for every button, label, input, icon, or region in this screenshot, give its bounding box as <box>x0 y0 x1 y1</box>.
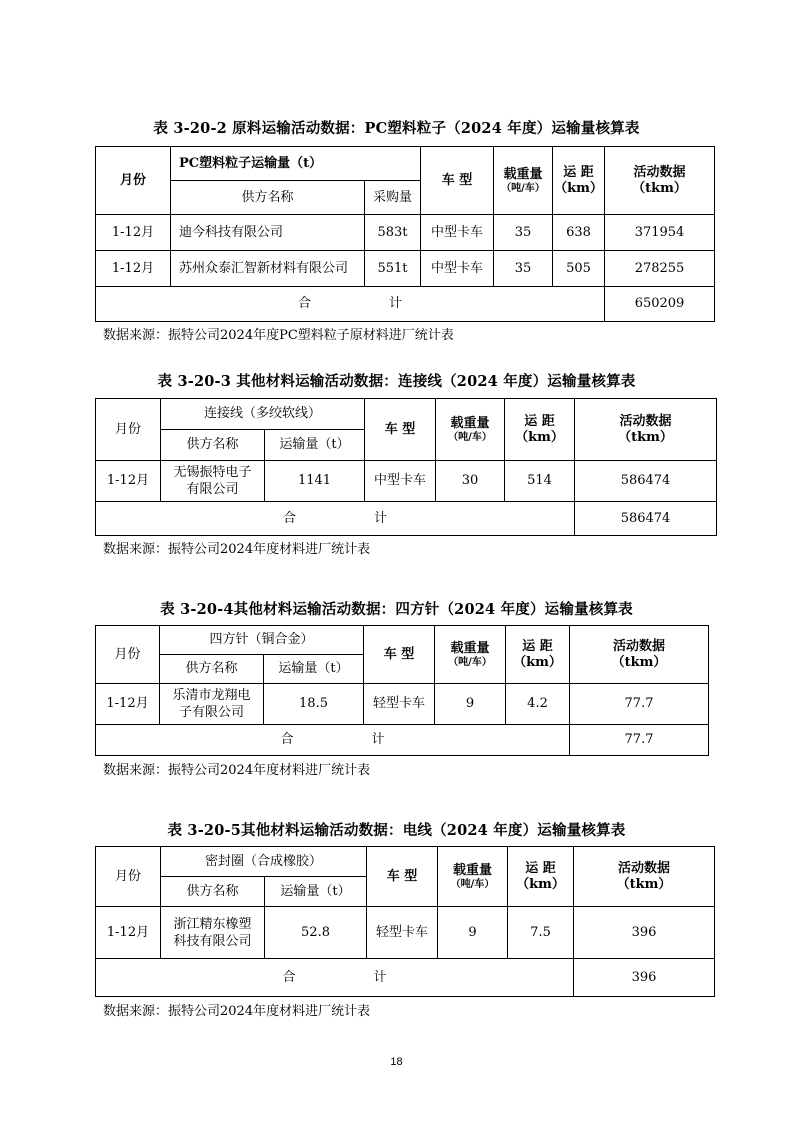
header-distance-unit: （km） <box>554 180 603 196</box>
cell-supplier-line1: 无锡振特电子 <box>173 465 252 480</box>
header-distance-unit: （km） <box>516 876 565 892</box>
header-activity-unit: （tkm） <box>632 180 687 196</box>
data-source-note: 数据来源：振特公司2024年度材料进厂统计表 <box>103 1004 371 1019</box>
cell-load: 35 <box>494 215 553 251</box>
data-source-note: 数据来源：振特公司2024年度PC塑料粒子原材料进厂统计表 <box>103 328 454 343</box>
header-load-unit: （吨/车） <box>450 878 495 890</box>
cell-vehicle: 轻型卡车 <box>364 684 435 725</box>
header-supplier: 供方名称 <box>160 655 264 684</box>
cell-distance: 4.2 <box>506 684 570 725</box>
cell-supplier-line1: 浙江精东橡塑 <box>173 916 252 932</box>
cell-vehicle: 中型卡车 <box>421 215 494 251</box>
table-caption-square-pin: 表 3-20-4其他材料运输活动数据：四方针（2024 年度）运输量核算表 <box>160 601 633 618</box>
cell-month: 1-12月 <box>96 251 171 287</box>
cell-purchase: 583t <box>365 215 421 251</box>
cell-supplier-line2: 科技有限公司 <box>173 933 252 949</box>
cell-activity: 278255 <box>605 251 715 287</box>
header-connector-group: 连接线（多绞软线） <box>161 399 365 430</box>
cell-distance: 505 <box>553 251 605 287</box>
header-supplier: 供方名称 <box>171 181 365 215</box>
header-activity-unit: （tkm） <box>611 654 667 670</box>
table-row <box>96 215 715 251</box>
data-source-note: 数据来源：振特公司2024年度材料进厂统计表 <box>103 763 371 778</box>
cell-supplier-line2: 有限公司 <box>186 482 239 497</box>
cell-load: 9 <box>438 907 508 959</box>
header-activity-label: 活动数据 <box>633 164 686 180</box>
header-activity-label: 活动数据 <box>618 860 671 876</box>
header-distance-label: 运 距 <box>524 413 555 429</box>
header-quantity: 运输量（t） <box>264 655 364 684</box>
header-distance-label: 运 距 <box>525 860 556 876</box>
cell-distance: 7.5 <box>508 907 574 959</box>
cell-vehicle: 中型卡车 <box>421 251 494 287</box>
header-load-label: 载重量 <box>503 166 543 182</box>
header-distance <box>505 399 575 461</box>
header-load-unit: （吨/车） <box>501 182 545 194</box>
cell-month: 1-12月 <box>96 907 161 959</box>
cell-supplier-line2: 子有限公司 <box>178 705 244 720</box>
header-distance-unit: （km） <box>513 654 562 670</box>
header-activity <box>574 847 715 907</box>
total-row <box>96 725 709 756</box>
header-purchase: 采购量 <box>365 181 421 215</box>
header-distance <box>508 847 574 907</box>
header-activity <box>575 399 717 461</box>
cell-activity: 396 <box>574 907 715 959</box>
total-label: 合 计 <box>96 502 575 536</box>
header-activity-unit: （tkm） <box>616 876 672 892</box>
cell-vehicle: 轻型卡车 <box>367 907 438 959</box>
header-load <box>438 847 508 907</box>
header-vehicle: 车 型 <box>421 147 494 215</box>
header-load-label: 载重量 <box>453 862 493 878</box>
header-load <box>494 147 553 215</box>
table-row <box>96 251 715 287</box>
header-month: 月份 <box>96 147 171 215</box>
total-value: 650209 <box>605 287 715 322</box>
cell-quantity: 18.5 <box>264 684 364 725</box>
header-month: 月份 <box>96 626 160 684</box>
total-label: 合 计 <box>96 959 574 997</box>
total-row <box>96 502 717 536</box>
cell-supplier: 迪今科技有限公司 <box>171 215 365 251</box>
cell-vehicle: 中型卡车 <box>365 461 436 502</box>
total-row <box>96 959 715 997</box>
header-distance <box>506 626 570 684</box>
cell-supplier <box>160 684 264 725</box>
cell-month: 1-12月 <box>96 215 171 251</box>
header-vehicle: 车 型 <box>364 626 435 684</box>
header-load-unit: （吨/车） <box>448 656 492 668</box>
table-caption-electric-wire: 表 3-20-5其他材料运输活动数据：电线（2024 年度）运输量核算表 <box>167 822 626 839</box>
header-activity <box>570 626 709 684</box>
header-supplier: 供方名称 <box>161 877 265 907</box>
cell-distance: 514 <box>505 461 575 502</box>
data-source-note: 数据来源：振特公司2024年度材料进厂统计表 <box>103 542 371 557</box>
page-number: 18 <box>390 1056 403 1068</box>
header-distance-label: 运 距 <box>563 164 594 180</box>
cell-month: 1-12月 <box>96 461 161 502</box>
table-connector-wire-transport <box>95 398 717 536</box>
header-activity-label: 活动数据 <box>613 638 666 654</box>
table-row <box>96 907 715 959</box>
header-load-label: 载重量 <box>450 415 490 431</box>
header-distance <box>553 147 605 215</box>
header-activity <box>605 147 715 215</box>
header-supplier: 供方名称 <box>161 430 265 461</box>
header-seal-ring-group: 密封圈（合成橡胶） <box>161 847 367 877</box>
cell-quantity: 52.8 <box>265 907 367 959</box>
header-pc-qty-group: PC塑料粒子运输量（t） <box>171 147 421 181</box>
total-row <box>96 287 715 322</box>
cell-purchase: 551t <box>365 251 421 287</box>
header-vehicle: 车 型 <box>365 399 436 461</box>
cell-supplier <box>161 461 265 502</box>
cell-load: 30 <box>436 461 505 502</box>
total-value: 586474 <box>575 502 717 536</box>
header-distance-unit: （km） <box>515 429 564 445</box>
table-pc-pellets-transport <box>95 146 715 322</box>
total-value: 77.7 <box>570 725 709 756</box>
header-load-label: 载重量 <box>450 640 490 656</box>
header-vehicle: 车 型 <box>367 847 438 907</box>
header-load <box>435 626 506 684</box>
header-activity-unit: （tkm） <box>618 429 673 445</box>
cell-quantity: 1141 <box>265 461 365 502</box>
header-square-pin-group: 四方针（铜合金） <box>160 626 364 655</box>
cell-distance: 638 <box>553 215 605 251</box>
table-seal-ring-transport <box>95 846 715 997</box>
cell-supplier <box>161 907 265 959</box>
cell-month: 1-12月 <box>96 684 160 725</box>
header-month: 月份 <box>96 399 161 461</box>
cell-load: 35 <box>494 251 553 287</box>
cell-activity: 586474 <box>575 461 717 502</box>
cell-activity: 77.7 <box>570 684 709 725</box>
header-quantity: 运输量（t） <box>265 430 365 461</box>
cell-activity: 371954 <box>605 215 715 251</box>
table-row <box>96 684 709 725</box>
cell-supplier: 苏州众泰汇智新材料有限公司 <box>171 251 365 287</box>
total-label: 合 计 <box>96 725 570 756</box>
total-value: 396 <box>574 959 715 997</box>
header-distance-label: 运 距 <box>522 638 553 654</box>
header-load <box>436 399 505 461</box>
cell-load: 9 <box>435 684 506 725</box>
header-quantity: 运输量（t） <box>265 877 367 907</box>
header-activity-label: 活动数据 <box>619 413 672 429</box>
table-row <box>96 461 717 502</box>
total-label: 合 计 <box>96 287 605 322</box>
table-caption-pc-pellets: 表 3-20-2 原料运输活动数据：PC塑料粒子（2024 年度）运输量核算表 <box>153 120 640 137</box>
header-month: 月份 <box>96 847 161 907</box>
cell-supplier-line1: 乐清市龙翔电 <box>172 688 251 703</box>
table-caption-connector-wire: 表 3-20-3 其他材料运输活动数据：连接线（2024 年度）运输量核算表 <box>157 373 636 390</box>
table-square-pin-transport <box>95 625 709 756</box>
header-load-unit: （吨/车） <box>448 431 492 443</box>
